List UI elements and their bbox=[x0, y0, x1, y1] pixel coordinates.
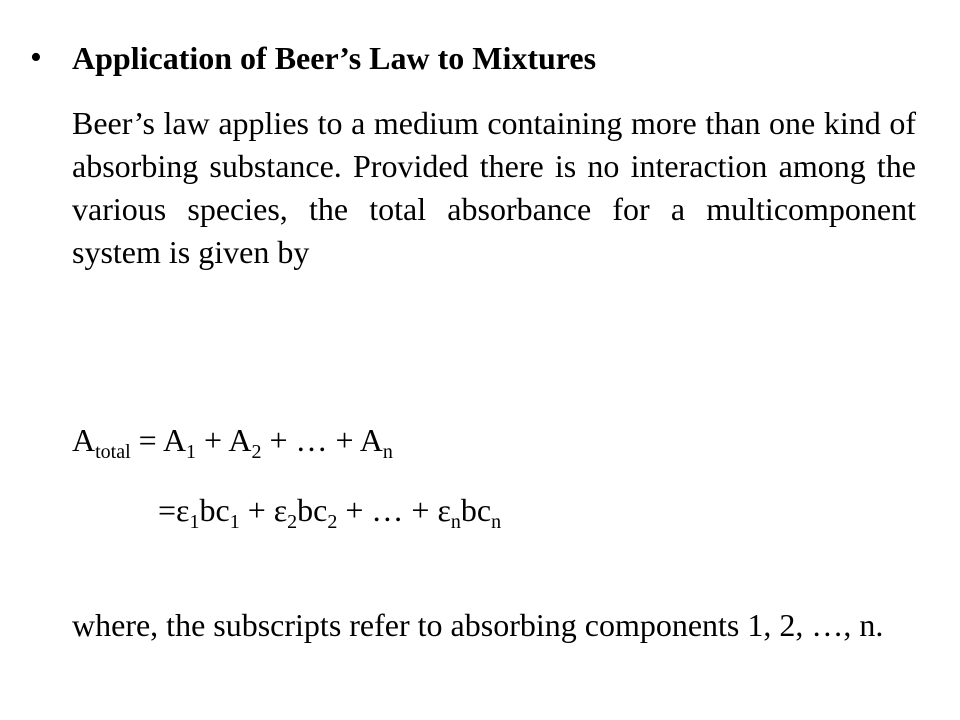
eq-term-a2: + A bbox=[196, 422, 252, 458]
eq2-epsilon-2: + ε bbox=[239, 492, 288, 528]
eq2-sub-c1: 1 bbox=[229, 511, 240, 533]
molar-absorptivity-equation bbox=[158, 490, 502, 533]
intro-paragraph: Beer’s law applies to a medium containing more than one kind of absorbing substance. Provided there is no interaction among the various species, the total absorbance for a multicomponent system is given by bbox=[72, 105, 916, 270]
eq-sub-n: n bbox=[382, 441, 393, 463]
eq2-sub-c2: 2 bbox=[327, 511, 338, 533]
closing-paragraph: where, the subscripts refer to absorbing components 1, 2, …, n. bbox=[72, 607, 884, 643]
eq2-bc-2: bc bbox=[297, 492, 328, 528]
eq2-bc-1: bc bbox=[199, 492, 230, 528]
eq-term-a1: = A bbox=[130, 422, 187, 458]
eq-sub-1: 1 bbox=[186, 441, 197, 463]
bullet-point: • bbox=[30, 39, 42, 76]
eq2-sub-e1: 1 bbox=[189, 511, 200, 533]
eq2-epsilon-1: =ε bbox=[158, 492, 190, 528]
eq-term-an: + … + A bbox=[261, 422, 383, 458]
eq2-sub-cn: n bbox=[491, 511, 502, 533]
eq-sub-2: 2 bbox=[251, 441, 262, 463]
slide-heading: Application of Beer’s Law to Mixtures bbox=[72, 40, 597, 76]
eq2-sub-e2: 2 bbox=[287, 511, 298, 533]
eq2-epsilon-n: + … + ε bbox=[337, 492, 451, 528]
eq2-bc-n: bc bbox=[460, 492, 492, 528]
eq-symbol-a: A bbox=[72, 422, 96, 458]
eq-sub-total: total bbox=[95, 441, 131, 463]
total-absorbance-equation bbox=[72, 420, 393, 463]
eq2-sub-en: n bbox=[450, 511, 461, 533]
